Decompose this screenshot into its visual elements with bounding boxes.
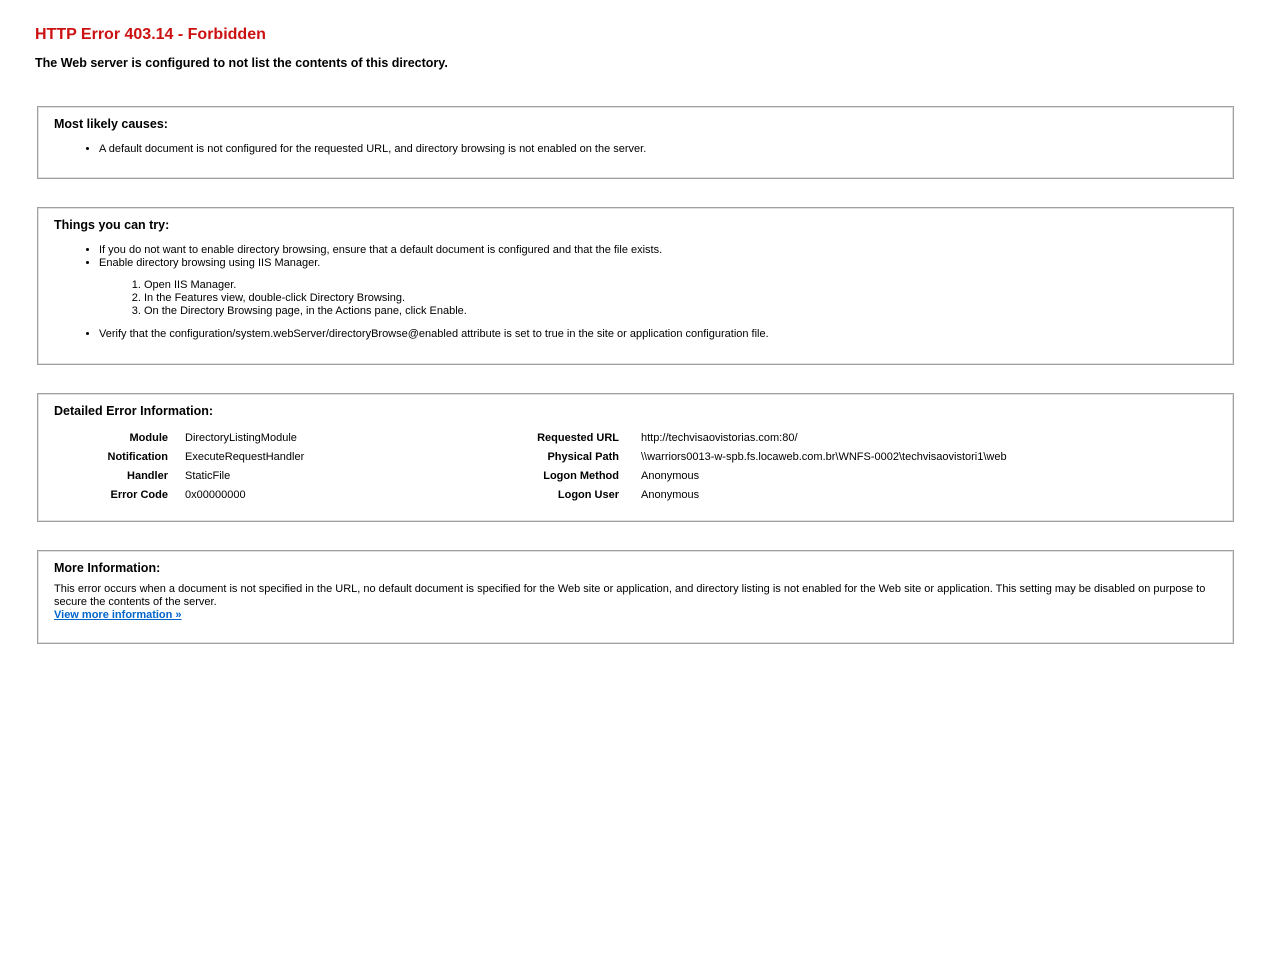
table-row: [518, 489, 1007, 508]
error-subtitle: The Web server is configured to not list the contents of this directory.: [35, 56, 448, 70]
list-item: [99, 257, 769, 318]
table-row: [518, 432, 1007, 451]
detail-value: Anonymous: [641, 470, 700, 482]
causes-list: [54, 143, 646, 156]
detail-value: ExecuteRequestHandler: [185, 451, 305, 463]
table-row: [54, 489, 304, 508]
things-to-try-section: [37, 207, 1234, 365]
table-row: [54, 470, 304, 489]
table-row: [54, 432, 304, 451]
list-item: • A default document is not configured for the requested URL, and directory browsing is not enabled on the server.: [99, 143, 646, 156]
detail-value: Anonymous: [641, 489, 700, 501]
more-information-body: [54, 583, 1219, 622]
causes-section: [37, 106, 1234, 179]
list-item: • Verify that the configuration/system.webServer/directoryBrowse@enabled attribute is set to true in the site or application configuration file.: [99, 328, 769, 341]
detail-label: Logon Method: [543, 470, 619, 482]
list-item-text: Enable directory browsing using IIS Manager.: [99, 257, 321, 269]
more-information-text: This error occurs when a document is not specified in the URL, no default document is specified for the Web site or application, and directory listing is not enabled for the Web site or application. This setting may be disabled on purpose to secure the contents of the server.: [54, 583, 1206, 608]
table-row: [54, 451, 304, 470]
step-item: 3. On the Directory Browsing page, in the Actions pane, click Enable.: [144, 305, 769, 318]
more-information-section: [37, 550, 1234, 644]
things-to-try-list: [54, 244, 769, 341]
detail-label: Module: [129, 432, 168, 444]
detail-value: StaticFile: [185, 470, 231, 482]
more-information-heading: More Information:: [54, 561, 161, 575]
detailed-error-section: [37, 393, 1234, 522]
detail-table-right: [518, 432, 1007, 508]
detail-label: Error Code: [110, 489, 168, 501]
step-item: 1. Open IIS Manager.: [144, 279, 769, 292]
list-item: • If you do not want to enable directory browsing, ensure that a default document is configured and that the file exists.: [99, 244, 769, 257]
detail-label: Logon User: [557, 489, 619, 501]
table-row: [518, 470, 1007, 489]
detail-value: 0x00000000: [185, 489, 246, 501]
detail-value: DirectoryListingModule: [185, 432, 297, 444]
detail-value: \\warriors0013-w-spb.fs.locaweb.com.br\WNFS-0002\techvisaovistori1\web: [641, 451, 1007, 463]
steps-list: [99, 279, 769, 318]
detail-label: Handler: [127, 470, 168, 482]
detail-value: http://techvisaovistorias.com:80/: [641, 432, 798, 444]
table-row: [518, 451, 1007, 470]
detail-label: Requested URL: [537, 432, 619, 444]
step-item: 2. In the Features view, double-click Directory Browsing.: [144, 292, 769, 305]
things-to-try-heading: Things you can try:: [54, 218, 170, 232]
causes-heading: Most likely causes:: [54, 117, 168, 131]
detail-table-left: [54, 432, 304, 508]
detail-label: Notification: [107, 451, 168, 463]
view-more-information-link[interactable]: View more information »: [54, 609, 182, 621]
detail-label: Physical Path: [547, 451, 619, 463]
error-title: HTTP Error 403.14 - Forbidden: [35, 26, 266, 43]
detailed-error-heading: Detailed Error Information:: [54, 404, 214, 418]
